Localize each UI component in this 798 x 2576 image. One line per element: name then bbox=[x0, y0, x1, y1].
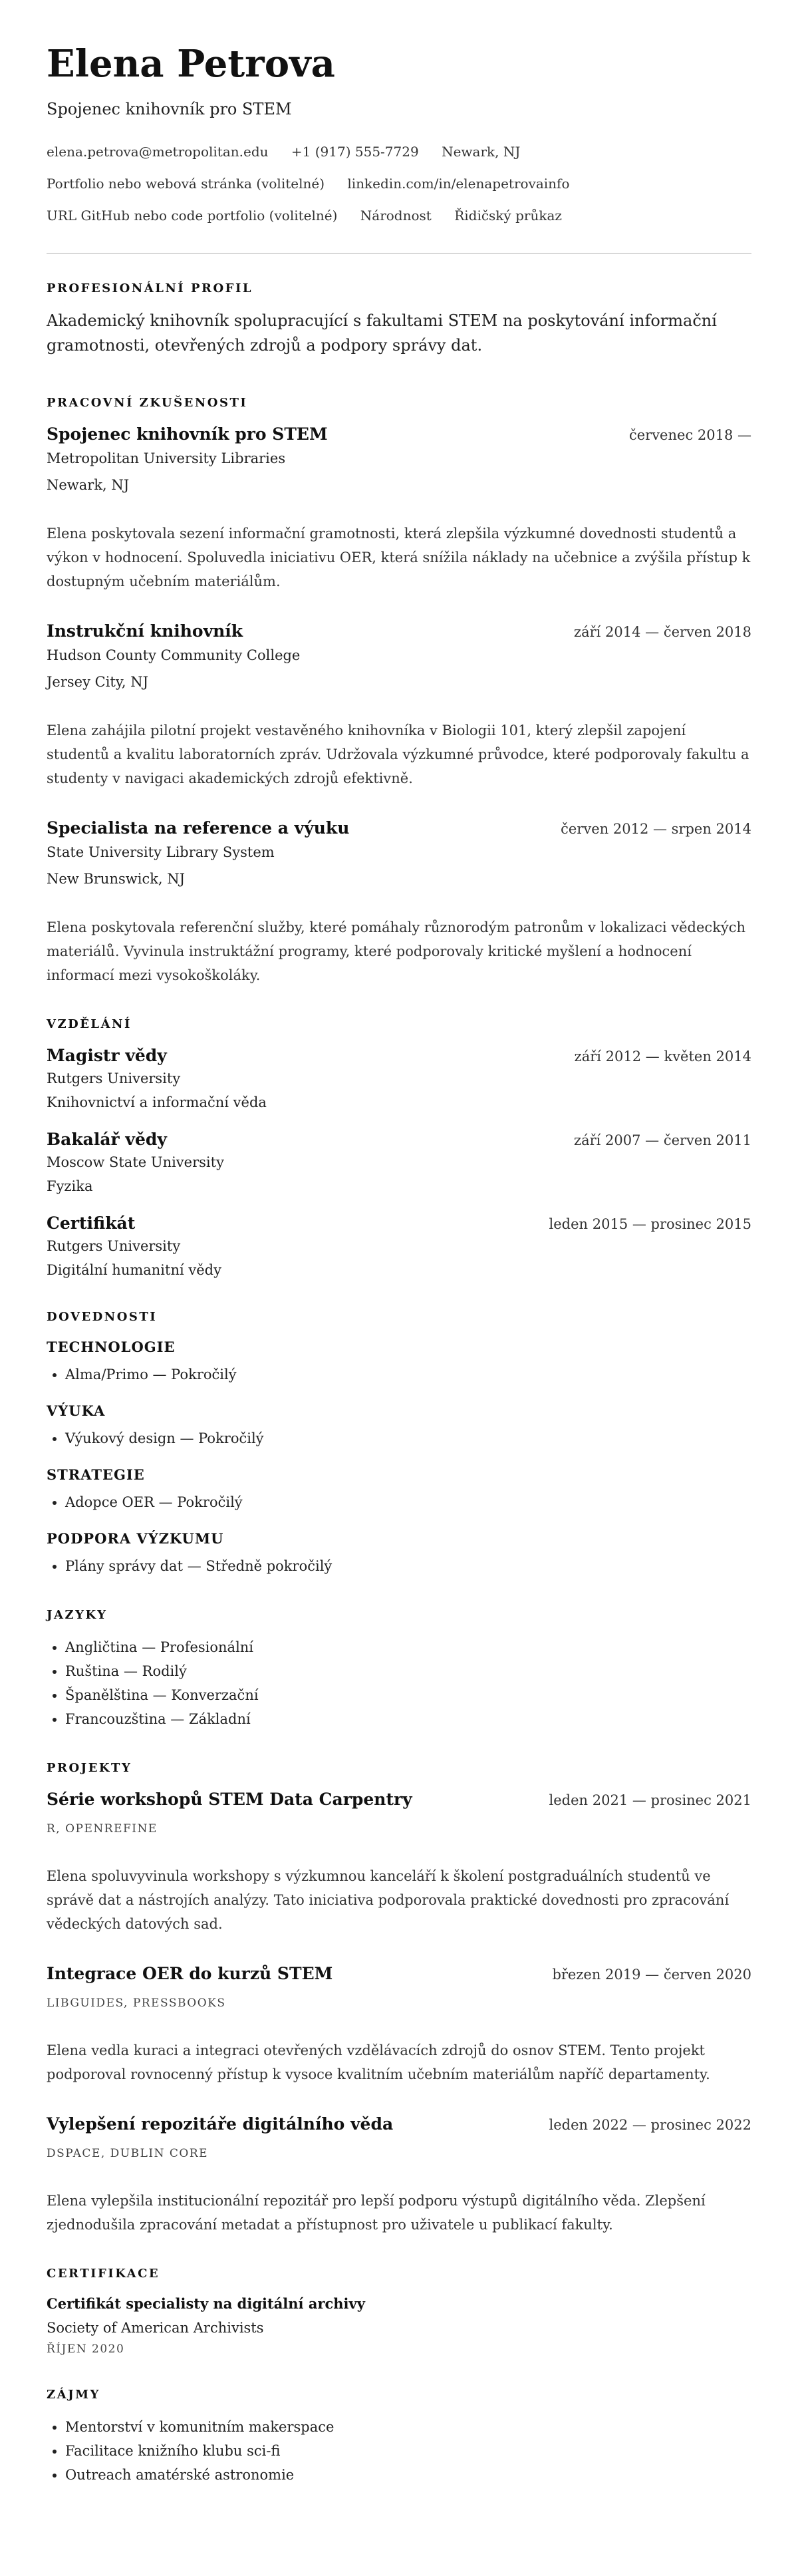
projects-section bbox=[47, 1760, 751, 2237]
project-entry bbox=[47, 2113, 751, 2237]
languages-list bbox=[47, 1635, 751, 1731]
skill-group bbox=[47, 1401, 751, 1450]
job-location: Newark, NJ bbox=[47, 477, 130, 493]
job-description: Elena poskytovala referenční služby, které pomáhaly různorodým patronům v lokalizaci vědeckých materiálů. Vyvinula instruktážní programy, které podporovaly kritické myšlení a hodnocení informací mezi vysokoškoláky. bbox=[47, 919, 746, 983]
job-location: New Brunswick, NJ bbox=[47, 871, 186, 887]
project-dates: leden 2022 — prosinec 2022 bbox=[549, 2117, 751, 2133]
project-description: Elena vylepšila institucionální repozitář pro lepší podporu výstupů digitálního věda. Zlepšení zjednodušila zpracování metadat a přístupnost pro uživatele u publikací fakulty. bbox=[47, 2193, 706, 2233]
certification-issuer: Society of American Archivists bbox=[47, 2320, 264, 2336]
skill-group bbox=[47, 1465, 751, 1514]
skill-category: PODPORA VÝZKUMU bbox=[47, 1530, 224, 1547]
interests-list bbox=[47, 2415, 751, 2487]
header-divider bbox=[47, 253, 751, 254]
section-title-profile: PROFESIONÁLNÍ PROFIL bbox=[47, 281, 253, 295]
section-title-experience: PRACOVNÍ ZKUŠENOSTI bbox=[47, 396, 248, 410]
education-entry bbox=[47, 1212, 751, 1280]
degree-title: Magistr vědy bbox=[47, 1046, 167, 1065]
degree-dates: leden 2015 — prosinec 2015 bbox=[549, 1216, 751, 1232]
contact-location: Newark, NJ bbox=[442, 144, 521, 160]
candidate-tagline: Spojenec knihovník pro STEM bbox=[47, 100, 292, 118]
interest-item: • Mentorství v komunitním makerspace bbox=[65, 2415, 751, 2439]
linkedin-link[interactable]: linkedin.com/in/elenapetrovainfo bbox=[347, 176, 570, 192]
nationality: Národnost bbox=[360, 208, 432, 224]
portfolio-link[interactable]: Portfolio nebo webová stránka (volitelné) bbox=[47, 176, 325, 192]
section-title-education: VZDĚLÁNÍ bbox=[47, 1017, 132, 1031]
project-technologies: LIBGUIDES, PRESSBOOKS bbox=[47, 1997, 226, 2010]
project-entry bbox=[47, 1963, 751, 2086]
language-item: • Ruština — Rodilý bbox=[65, 1659, 751, 1683]
degree-title: Certifikát bbox=[47, 1213, 136, 1233]
skill-category: STRATEGIE bbox=[47, 1466, 145, 1483]
candidate-name: Elena Petrova bbox=[47, 42, 335, 86]
project-name: Série workshopů STEM Data Carpentry bbox=[47, 1790, 412, 1809]
drivers-license: Řidičský průkaz bbox=[454, 208, 562, 224]
profile-summary: Akademický knihovník spolupracující s fakultami STEM na poskytování informační gramotnosti, otevřených zdrojů a podpory správy dat. bbox=[47, 311, 717, 355]
school-name: Rutgers University bbox=[47, 1238, 181, 1254]
skill-group bbox=[47, 1337, 751, 1386]
contact-phone[interactable]: +1 (917) 555-7729 bbox=[291, 144, 419, 160]
language-item: • Francouzština — Základní bbox=[65, 1707, 751, 1731]
project-description: Elena spoluvyvinula workshopy s výzkumnou kanceláří k školení postgraduálních studentů ve správě dat a nástrojích analýzy. Tato iniciativa podporovala praktické dovednosti pro zpracování vědeckých datových sad. bbox=[47, 1868, 730, 1932]
job-description: Elena zahájila pilotní projekt vestavěného knihovníka v Biologii 101, který zlepšil zapojení studentů a kvalitu laboratorních zpráv. Udržovala výzkumné průvodce, které podporovaly fakultu a studenty v navigaci akademických zdrojů efektivně. bbox=[47, 723, 749, 786]
experience-entry bbox=[47, 423, 751, 593]
certifications-section bbox=[47, 2266, 751, 2358]
school-name: Rutgers University bbox=[47, 1070, 181, 1086]
education-entry bbox=[47, 1045, 751, 1112]
job-dates: červen 2012 — srpen 2014 bbox=[561, 821, 751, 837]
contact-line-links bbox=[47, 174, 751, 193]
job-title: Specialista na reference a výuku bbox=[47, 818, 350, 838]
job-employer: Hudson County Community College bbox=[47, 647, 301, 663]
experience-entry bbox=[47, 817, 751, 987]
language-item: • Španělština — Konverzační bbox=[65, 1683, 751, 1707]
education-section bbox=[47, 1017, 751, 1280]
contact-line-extra bbox=[47, 206, 751, 225]
project-dates: březen 2019 — červen 2020 bbox=[552, 1967, 751, 1983]
profile-section bbox=[47, 281, 751, 358]
project-dates: leden 2021 — prosinec 2021 bbox=[549, 1792, 751, 1808]
project-technologies: R, OPENREFINE bbox=[47, 1822, 158, 1836]
education-entry bbox=[47, 1128, 751, 1196]
project-name: Integrace OER do kurzů STEM bbox=[47, 1964, 333, 1983]
section-title-certifications: CERTIFIKACE bbox=[47, 2267, 160, 2281]
section-title-interests: ZÁJMY bbox=[47, 2388, 100, 2402]
field-of-study: Knihovnictví a informační věda bbox=[47, 1094, 267, 1110]
contact-line-primary bbox=[47, 142, 751, 161]
skill-group bbox=[47, 1529, 751, 1578]
school-name: Moscow State University bbox=[47, 1154, 224, 1170]
field-of-study: Fyzika bbox=[47, 1178, 93, 1194]
skill-item: • Adopce OER — Pokročilý bbox=[65, 1490, 751, 1514]
project-description: Elena vedla kuraci a integraci otevřených vzdělávacích zdrojů do osnov STEM. Tento projekt podporoval rovnocenný přístup k vysoce kvalitním učebním materiálům napříč departamenty. bbox=[47, 2042, 710, 2082]
job-dates: září 2014 — červen 2018 bbox=[574, 624, 751, 640]
section-title-projects: PROJEKTY bbox=[47, 1761, 132, 1775]
skill-item: • Výukový design — Pokročilý bbox=[65, 1426, 751, 1450]
project-technologies: DSPACE, DUBLIN CORE bbox=[47, 2147, 209, 2160]
interests-section bbox=[47, 2387, 751, 2487]
certification-name: Certifikát specialisty na digitální archivy bbox=[47, 2295, 365, 2312]
job-title: Spojenec knihovník pro STEM bbox=[47, 424, 328, 444]
resume-header bbox=[47, 40, 751, 225]
interest-item: • Facilitace knižního klubu sci-fi bbox=[65, 2439, 751, 2463]
section-title-languages: JAZYKY bbox=[47, 1608, 108, 1622]
job-description: Elena poskytovala sezení informační gramotnosti, která zlepšila výzkumné dovednosti studentů a výkon v hodnocení. Spoluvedla iniciativu OER, která snížila náklady na učebnice a zvýšila přístup k dostupným učebním materiálům. bbox=[47, 526, 751, 589]
language-item: • Angličtina — Profesionální bbox=[65, 1635, 751, 1659]
skills-section bbox=[47, 1309, 751, 1578]
job-dates: červenec 2018 — bbox=[628, 427, 751, 443]
job-employer: State University Library System bbox=[47, 844, 275, 860]
languages-section bbox=[47, 1607, 751, 1731]
experience-entry bbox=[47, 620, 751, 790]
experience-section bbox=[47, 395, 751, 987]
degree-title: Bakalář vědy bbox=[47, 1130, 167, 1149]
interest-item: • Outreach amatérské astronomie bbox=[65, 2463, 751, 2487]
field-of-study: Digitální humanitní vědy bbox=[47, 1262, 221, 1278]
certification-date: ŘÍJEN 2020 bbox=[47, 2342, 125, 2356]
skill-category: VÝUKA bbox=[47, 1402, 106, 1419]
job-location: Jersey City, NJ bbox=[47, 674, 149, 690]
skill-category: TECHNOLOGIE bbox=[47, 1339, 176, 1355]
project-entry bbox=[47, 1788, 751, 1936]
github-link[interactable]: URL GitHub nebo code portfolio (volitelné) bbox=[47, 208, 338, 224]
degree-dates: září 2007 — červen 2011 bbox=[574, 1132, 751, 1148]
job-title: Instrukční knihovník bbox=[47, 621, 243, 641]
contact-email[interactable]: elena.petrova@metropolitan.edu bbox=[47, 144, 269, 160]
degree-dates: září 2012 — květen 2014 bbox=[574, 1048, 751, 1064]
certification-entry bbox=[47, 2294, 751, 2358]
section-title-skills: DOVEDNOSTI bbox=[47, 1310, 158, 1324]
job-employer: Metropolitan University Libraries bbox=[47, 450, 286, 466]
skill-item: • Plány správy dat — Středně pokročilý bbox=[65, 1554, 751, 1578]
project-name: Vylepšení repozitáře digitálního věda bbox=[47, 2114, 394, 2134]
skill-item: • Alma/Primo — Pokročilý bbox=[65, 1363, 751, 1386]
